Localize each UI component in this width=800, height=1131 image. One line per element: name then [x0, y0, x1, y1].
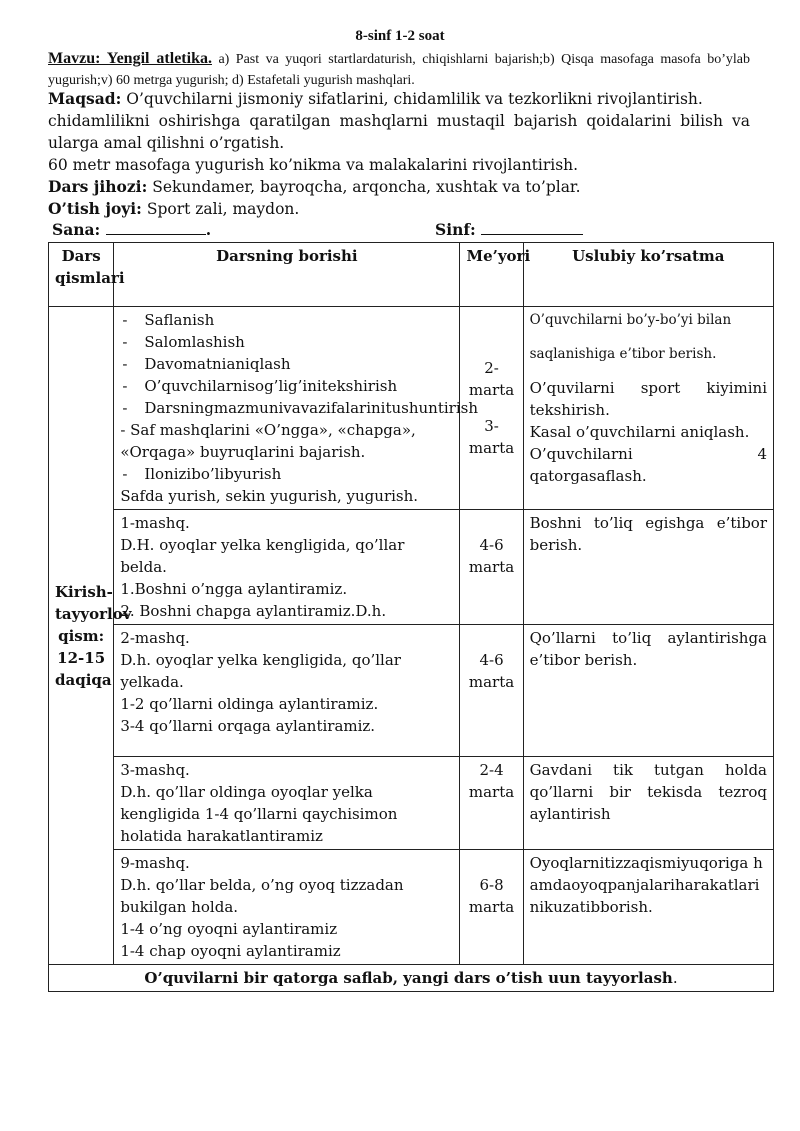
list-item: - O’quvchilarnisog’lig’initekshirish [120, 375, 453, 397]
norm-cell [460, 625, 523, 757]
table-row [49, 850, 774, 965]
place-text: Sport zali, maydon. [141, 200, 300, 218]
goal-text: O’quvchilarni jismoniy sifatlarini, chidamlilik va tezkorlikni rivojlantirish. [121, 90, 703, 108]
exercise-line: 9-mashq. [120, 854, 190, 872]
norm-value: 2-marta [468, 359, 515, 399]
norm-value: 4-6 marta [468, 651, 515, 691]
section-label: Kirish-tayyorlov qism: 12-15 daqiqa [49, 307, 114, 965]
process-cell [114, 625, 460, 757]
equipment-line [48, 176, 750, 198]
document-title: 8-sinf 1-2 soat [355, 28, 445, 44]
footer-cell [49, 965, 774, 992]
list-item: - Darsningmazmunivavazifalarinitushuntirish [120, 397, 453, 419]
exercise-line: 2. Boshni chapga aylantiramiz.D.h. [120, 602, 387, 620]
exercise-line: 1-4 chap oyoqni aylantiramiz [120, 942, 341, 960]
date-label: Sana: [52, 220, 101, 239]
class-field [435, 220, 583, 239]
lesson-plan-table [48, 242, 774, 992]
table-header-row [49, 243, 774, 307]
drill-commands: - Saf mashqlarini «O’ngga», «chapga», «Orqaga» buyruqlarini bajarish. [120, 421, 416, 461]
process-cell [114, 307, 478, 510]
exercise-line: 1-mashq. [120, 514, 190, 532]
header-norm: Me’yori [460, 243, 523, 307]
exercise-line: 1-2 qo’llarni oldinga aylantiramiz. [120, 695, 379, 713]
guidance-text: O’quvchilarni bo’y-bo’yi bilan [529, 312, 732, 328]
exercise-line: 1.Boshni o’ngga aylantiramiz. [120, 580, 348, 598]
exercise-line: D.h. oyoqlar yelka kengligida, qo’llar yelkada. [120, 651, 401, 691]
guidance-cell: Boshni to’liq egishga e’tibor berish. [523, 510, 773, 625]
place-label: O’tish joyi: [48, 199, 142, 218]
date-end: . [205, 220, 212, 239]
header-process: Darsning borishi [114, 243, 460, 307]
topic-text: a) Past va yuqori startlardaturish, chiqishlarni bajarish;b) Qisqa masofaga masofa bo’ylab yugurish;v) 60 metrga yugurish; d) Estafetali yugurish mashqlari. [48, 52, 750, 88]
norm-value: 4-6 marta [468, 536, 515, 576]
goal-line [48, 88, 750, 110]
date-blank [106, 220, 206, 235]
norm-value: 6-8 marta [468, 876, 515, 916]
exercise-line: 2-mashq. [120, 629, 190, 647]
process-cell [114, 510, 460, 625]
date-field [52, 220, 211, 239]
table-row [49, 307, 774, 510]
guidance-cell: Gavdani tik tutgan holda qo’llarni bir tekisda tezroq aylantirish [523, 757, 773, 850]
guidance-text: O’quvilarni sport kiyimini tekshirish. [529, 379, 767, 419]
process-cell [114, 757, 460, 850]
guidance-text: Kasal o’quvchilarni aniqlash. [529, 423, 750, 441]
norm-value: 3-marta [468, 417, 515, 457]
class-label: Sinf: [435, 220, 476, 239]
goal-line-3: 60 metr masofaga yugurish ko’nikma va malakalarini rivojlantirish. [48, 156, 579, 174]
header-parts: Dars qismlari [49, 243, 114, 307]
intro-list [120, 309, 478, 419]
guidance-text: saqlanishiga e’tibor berish. [529, 346, 717, 362]
goal-label: Maqsad: [48, 89, 122, 108]
exercise-line: 3-mashq. [120, 761, 190, 779]
footer-text: O’quvilarni bir qatorga saflab, yangi dars o’tish uun tayyorlash [144, 969, 673, 987]
topic-label: Mavzu: Yengil atletika. [48, 50, 212, 67]
list-item: - Ilonizibo’libyurish [120, 463, 453, 485]
guidance-cell: Oyoqlarnitizzaqismiyuqoriga hamdaoyoqpanjalariharakatlarinikuzatibborish. [523, 850, 773, 965]
guidance-cell [523, 307, 773, 510]
goal-line-2: chidamlilikni oshirishga qaratilgan mashqlarni mustaqil bajarish qoidalarini bilish va ularga amal qilishni o’rgatish. [48, 112, 750, 152]
norm-cell [460, 850, 523, 965]
exercise-line: D.h. qo’llar belda, o’ng oyoq tizzadan bukilgan holda. [120, 876, 404, 916]
exercise-line: 3-4 qo’llarni orqaga aylantiramiz. [120, 717, 376, 735]
norm-cell: 2-4 marta [460, 757, 523, 850]
equipment-label: Dars jihozi: [48, 177, 148, 196]
table-row [49, 510, 774, 625]
exercise-line: 1-4 o’ng oyoqni aylantiramiz [120, 920, 338, 938]
equipment-text: Sekundamer, bayroqcha, arqoncha, xushtak va to’plar. [147, 178, 581, 196]
topic-paragraph [48, 48, 750, 91]
exercise-line: D.h. qo’llar oldinga oyoqlar yelka kengligida 1-4 qo’llarni qaychisimon holatida harakatlantiramiz [120, 783, 398, 845]
list-item: - Saflanish [120, 309, 453, 331]
process-tail: Safda yurish, sekin yugurish, yugurish. [120, 487, 419, 505]
list-item: - Salomlashish [120, 331, 453, 353]
table-row [49, 757, 774, 850]
guidance-cell: Qo’llarni to’liq aylantirishga e’tibor berish. [523, 625, 773, 757]
guidance-text: O’quvchilarni 4 qatorgasaflash. [529, 445, 767, 485]
footer-end: . [672, 969, 678, 987]
header-guidance: Uslubiy ko’rsatma [523, 243, 773, 307]
list-item: - Davomatnianiqlash [120, 353, 453, 375]
process-cell [114, 850, 460, 965]
table-footer-row [49, 965, 774, 992]
class-blank [481, 220, 583, 235]
exercise-line: D.H. oyoqlar yelka kengligida, qo’llar belda. [120, 536, 405, 576]
place-line [48, 198, 750, 220]
table-row [49, 625, 774, 757]
norm-cell [460, 510, 523, 625]
